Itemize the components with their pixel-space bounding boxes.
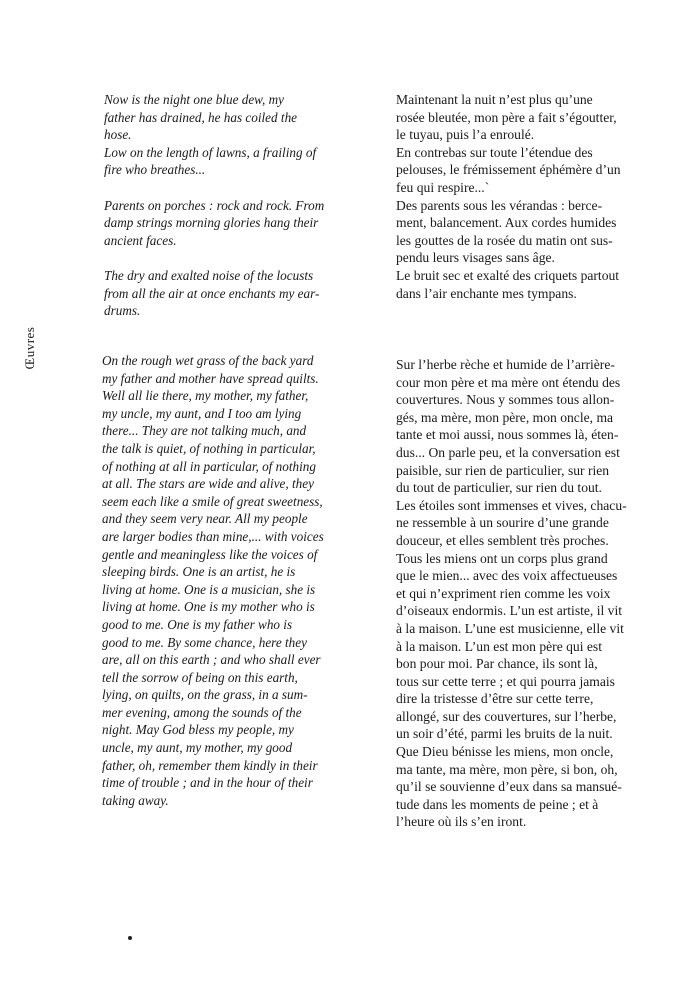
text-line: Parents on porches : rock and rock. From bbox=[104, 197, 325, 213]
text-line: are larger bodies than mine,... with voices bbox=[102, 528, 324, 544]
text-line: mer evening, among the sounds of the bbox=[102, 704, 302, 720]
text-line: ancient faces. bbox=[104, 232, 177, 248]
text-line: tude dans les moments de peine ; et à bbox=[396, 796, 599, 812]
text-line: hose. bbox=[104, 127, 132, 143]
text-line: damp strings morning glories hang their bbox=[104, 215, 319, 231]
paragraph bbox=[102, 352, 384, 809]
text-line: Now is the night one blue dew, my bbox=[104, 92, 284, 107]
text-line: living at home. One is a musician, she is bbox=[102, 581, 316, 597]
text-line: living at home. One is my mother who is bbox=[102, 599, 315, 615]
text-line: On the rough wet grass of the back yard bbox=[102, 353, 314, 368]
text-line: Sur l’herbe rèche et humide de l’arrière- bbox=[396, 357, 615, 372]
text-line: seem each like a smile of great sweetness, bbox=[102, 493, 323, 509]
text-line: pelouses, le frémissement éphémère d’un bbox=[396, 162, 621, 178]
text-line: from all the air at once enchants my ear- bbox=[104, 285, 320, 301]
text-line: tell the sorrow of being on this earth, bbox=[102, 669, 298, 685]
text-line: Le bruit sec et exalté des criquets partout bbox=[396, 267, 620, 283]
text-line: at all. The stars are wide and alive, they bbox=[102, 476, 314, 492]
text-line: tante et moi aussi, nous sommes là, éten- bbox=[396, 427, 619, 443]
text-line: father, oh, remember them kindly in their bbox=[102, 757, 318, 773]
text-line: of nothing at all in particular, of nothing bbox=[102, 458, 316, 474]
text-line: allongé, sur des couvertures, sur l’herbe, bbox=[396, 708, 617, 724]
paragraph bbox=[104, 267, 380, 320]
text-line: Low on the length of lawns, a frailing of bbox=[104, 144, 317, 160]
text-line: les gouttes de la rosée du matin ont sus- bbox=[396, 232, 613, 248]
page-mark bbox=[128, 936, 132, 940]
text-line: sleeping birds. One is an artist, he is bbox=[102, 564, 296, 580]
text-line: un soir d’été, parmi les bruits de la nuit. bbox=[396, 726, 613, 742]
text-line: Maintenant la nuit n’est plus qu’une bbox=[396, 92, 593, 107]
text-line: l’heure où ils s’en iront. bbox=[396, 814, 527, 830]
text-line: gentle and meaningless like the voices of bbox=[102, 546, 318, 562]
text-line: dus... On parle peu, et la conversation est bbox=[396, 444, 620, 460]
text-line: Tous les miens ont un corps plus grand bbox=[396, 550, 608, 566]
text-line: father has drained, he has coiled the bbox=[104, 109, 298, 125]
text-line: à la maison. L’une est musicienne, elle vit bbox=[396, 620, 624, 636]
text-line: are, all on this earth ; and who shall ever bbox=[102, 652, 321, 668]
text-line: gés, ma mère, mon père, mon oncle, ma bbox=[396, 409, 614, 425]
text-line: drums. bbox=[104, 303, 141, 319]
text-line: paisible, sur rien de particulier, sur rien bbox=[396, 462, 610, 478]
text-line: à la maison. L’un est mon père qui est bbox=[396, 638, 603, 654]
text-line: fire who breathes... bbox=[104, 162, 206, 178]
text-line: que le mien... avec des voix affectueuses bbox=[396, 568, 618, 584]
paragraph bbox=[396, 197, 692, 267]
english-text-bottom bbox=[102, 352, 384, 809]
text-line: couvertures. Nous y sommes tous allon- bbox=[396, 392, 615, 408]
text-line: bon pour moi. Par chance, ils sont là, bbox=[396, 656, 598, 672]
text-line: rosée bleutée, mon père a fait s’égoutter, bbox=[396, 109, 617, 125]
text-line: and they seem very near. All my people bbox=[102, 511, 308, 527]
text-line: ma tante, ma mère, mon père, si bon, oh, bbox=[396, 761, 618, 777]
text-line: The dry and exalted noise of the locusts bbox=[104, 267, 314, 283]
text-line: dans l’air enchante mes tympans. bbox=[396, 285, 577, 301]
text-line: good to me. One is my father who is bbox=[102, 616, 293, 632]
text-line: dire la tristesse d’être sur cette terre, bbox=[396, 691, 594, 707]
text-line: good to me. By some chance, here they bbox=[102, 634, 307, 650]
text-line: time of trouble ; and in the hour of their bbox=[102, 775, 313, 791]
paragraph bbox=[396, 91, 692, 197]
text-line: uncle, my aunt, my mother, my good bbox=[102, 740, 293, 756]
text-line: du tout de particulier, sur rien du tout. bbox=[396, 480, 602, 496]
french-text-top bbox=[396, 91, 692, 302]
text-line: feu qui respire...` bbox=[396, 179, 490, 195]
text-line: the talk is quiet, of nothing in particular, bbox=[102, 440, 316, 456]
text-line: lying, on quilts, on the grass, in a sum- bbox=[102, 687, 308, 703]
text-line: pendu leurs visages sans âge. bbox=[396, 250, 555, 266]
text-line: et qui n’expriment rien comme les voix bbox=[396, 585, 611, 601]
english-text-top bbox=[104, 91, 380, 320]
paragraph bbox=[396, 356, 692, 831]
paragraph bbox=[104, 91, 380, 179]
text-line: le tuyau, puis l’a enroulé. bbox=[396, 127, 535, 143]
text-line: my father and mother have spread quilts. bbox=[102, 370, 319, 386]
french-text-bottom bbox=[396, 356, 692, 831]
text-line: Les étoiles sont immenses et vives, chacu- bbox=[396, 497, 627, 513]
text-line: Que Dieu bénisse les miens, mon oncle, bbox=[396, 744, 614, 760]
paragraph bbox=[396, 267, 692, 302]
text-line: Well all lie there, my mother, my father, bbox=[102, 388, 309, 404]
text-line: ment, balancement. Aux cordes humides bbox=[396, 215, 617, 231]
text-line: tous sur cette terre ; et qui pourra jamais bbox=[396, 673, 615, 689]
text-line: there... They are not talking much, and bbox=[102, 423, 307, 439]
text-line: cour mon père et ma mère ont étendu des bbox=[396, 374, 621, 390]
text-line: Des parents sous les vérandas : berce- bbox=[396, 197, 603, 213]
running-head: Œuvres bbox=[22, 326, 37, 370]
text-line: En contrebas sur toute l’étendue des bbox=[396, 144, 593, 160]
text-line: d’oiseaux endormis. L’un est artiste, il vit bbox=[396, 603, 623, 619]
text-line: ne ressemble à un sourire d’une grande bbox=[396, 515, 609, 531]
paragraph bbox=[104, 197, 380, 250]
text-line: night. May God bless my people, my bbox=[102, 722, 294, 738]
text-line: douceur, et elles semblent très proches. bbox=[396, 532, 609, 548]
text-line: qu’il se souvienne d’eux dans sa mansué- bbox=[396, 779, 622, 795]
text-line: taking away. bbox=[102, 792, 169, 808]
text-line: my uncle, my aunt, and I too am lying bbox=[102, 405, 302, 421]
